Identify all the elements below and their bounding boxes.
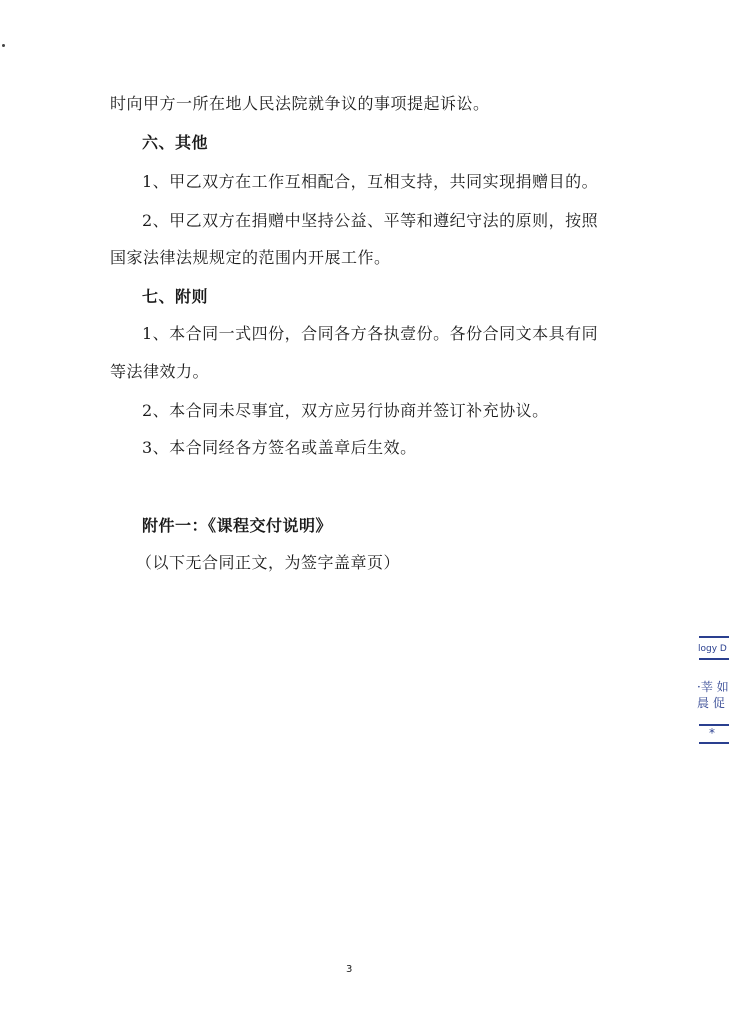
stamp-text-1: logy D (698, 644, 727, 654)
text-line-9: 2、本合同未尽事宜，双方应另行协商并签订补充协议。 (142, 401, 549, 420)
stamp-rule-2 (699, 658, 729, 660)
stamp-bottom-rule (699, 742, 729, 744)
text-line-4: 2、甲乙双方在捐赠中坚持公益、平等和遵纪守法的原则，按照 (142, 211, 599, 230)
section-heading-other: 六、其他 (142, 133, 209, 152)
text-line-1: 时向甲方一所在地人民法院就争议的事项提起诉讼。 (110, 94, 490, 113)
text-line-7: 1、本合同一式四份，合同各方各执壹份。各份合同文本具有同 (142, 324, 599, 343)
stamp-top-rule (699, 636, 729, 638)
text-line-8: 等法律效力。 (110, 362, 210, 381)
scan-mark (2, 44, 5, 47)
page-number: 3 (346, 964, 353, 975)
text-line-10: 3、本合同经各方签名或盖章后生效。 (142, 438, 417, 457)
attachment-title: 附件一：《课程交付说明》 (142, 516, 333, 535)
signature-page-note: （以下无合同正文，为签字盖章页） (136, 553, 401, 572)
stamp-text-3: 晨 促 (697, 696, 725, 710)
text-line-3: 1、甲乙双方在工作互相配合，互相支持，共同实现捐赠目的。 (142, 172, 599, 191)
stamp-text-2: ·莘 如 (697, 680, 729, 694)
stamp-star: * (709, 726, 715, 740)
text-line-5: 国家法律法规规定的范围内开展工作。 (110, 248, 391, 267)
partial-seal-stamp (697, 636, 737, 756)
section-heading-appendix-rules: 七、附则 (142, 287, 209, 306)
